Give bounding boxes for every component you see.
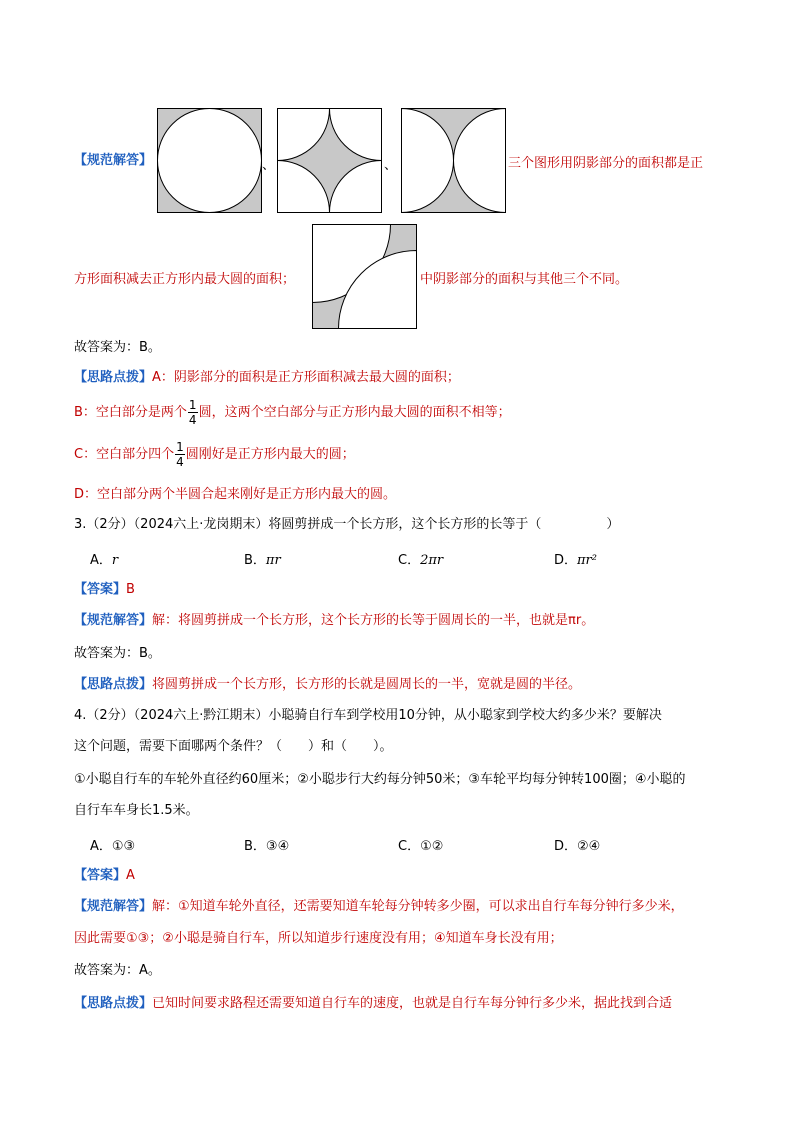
hint-text-c-post: 圆刚好是正方形内最大的圆； xyxy=(185,447,355,462)
q3-answer xyxy=(74,581,135,599)
q4-solution-2: 因此需要①③；②小聪是骑自行车，所以知道步行速度没有用；④知道车身长没有用； xyxy=(74,931,563,946)
q2-solution-line1 xyxy=(74,152,152,170)
q3-option-c xyxy=(398,549,443,568)
hint-text-c-pre: C：空白部分四个 xyxy=(74,447,175,462)
q4-solution-1 xyxy=(74,898,684,916)
option-value: r xyxy=(111,553,119,568)
frac-den: 4 xyxy=(176,455,184,469)
hint-text-b-pre: B：空白部分是两个 xyxy=(74,405,187,420)
q3-hint xyxy=(74,676,581,694)
solution-text-1: 三个图形用阴影部分的面积都是正 xyxy=(508,156,704,171)
hint-tag: 【思路点拨】 xyxy=(74,370,153,385)
figure-c xyxy=(401,108,507,214)
separator: 、 xyxy=(262,158,276,173)
q4-answer-line: 故答案为：A。 xyxy=(74,963,161,978)
solution-text: 解：①知道车轮外直径，还需要知道车轮每分钟转多少圈，可以求出自行车每分钟行多少米， xyxy=(152,899,684,914)
solution-tag: 【规范解答】 xyxy=(74,899,153,914)
frac-num: 1 xyxy=(188,398,197,412)
answer-tag: 【答案】 xyxy=(74,868,127,883)
q3-option-b xyxy=(244,549,281,568)
q4-stem-1: 4.（2分）（2024六上·黔江期末）小聪骑自行车到学校用10分钟，从小聪家到学校大约多少米？要解决 xyxy=(74,708,662,723)
answer-tag: 【答案】 xyxy=(74,582,127,597)
figure-a xyxy=(157,108,263,214)
option-label: A． xyxy=(90,553,112,568)
q4-answer xyxy=(74,867,135,885)
option-value: πr xyxy=(265,553,281,568)
option-value: 2πr xyxy=(420,553,444,568)
hint-line-b xyxy=(74,398,511,427)
answer-line: 故答案为：B。 xyxy=(74,340,161,355)
hint-text-a: A：阴影部分的面积是正方形面积减去最大圆的面积； xyxy=(152,370,460,385)
option-value: πr² xyxy=(577,553,597,568)
figure-b xyxy=(277,108,383,214)
hint-line-c xyxy=(74,440,355,469)
q4-option-c: C．①② xyxy=(398,839,444,854)
hint-text-b-post: 圆，这两个空白部分与正方形内最大圆的面积不相等； xyxy=(198,405,511,420)
option-label: B． xyxy=(244,553,266,568)
q4-option-a: A．①③ xyxy=(90,839,136,854)
q4-conditions-2: 自行车车身长1.5米。 xyxy=(74,803,199,818)
q4-conditions-1: ①小聪自行车的车轮外直径约60厘米；②小聪步行大约每分钟50米；③车轮平均每分钟转100圈；④小聪的 xyxy=(74,772,686,787)
hint-line-d: D：空白部分两个半圆合起来刚好是正方形内最大的圆。 xyxy=(74,487,397,502)
frac-den: 4 xyxy=(188,413,197,427)
option-label: C． xyxy=(398,553,421,568)
q4-option-b: B．③④ xyxy=(244,839,290,854)
q4-option-d: D．②④ xyxy=(554,839,601,854)
option-label: D． xyxy=(554,553,578,568)
q4-hint xyxy=(74,995,672,1013)
q3-option-a xyxy=(90,549,118,568)
hint-tag: 【思路点拨】 xyxy=(74,996,153,1011)
separator: 、 xyxy=(384,158,398,173)
fraction-one-quarter xyxy=(175,440,185,469)
frac-num: 1 xyxy=(176,440,184,454)
fraction-one-quarter xyxy=(188,398,198,427)
q3-option-d xyxy=(554,549,597,568)
solution-tag: 【规范解答】 xyxy=(74,153,153,168)
q3-answer-line: 故答案为：B。 xyxy=(74,646,161,661)
solution-text: 解：将圆剪拼成一个长方形，这个长方形的长等于圆周长的一半，也就是πr。 xyxy=(152,613,595,628)
hint-text: 将圆剪拼成一个长方形，长方形的长就是圆周长的一半，宽就是圆的半径。 xyxy=(152,677,582,692)
q3-solution xyxy=(74,612,594,630)
q3-stem: 3.（2分）（2024六上·龙岗期末）将圆剪拼成一个长方形，这个长方形的长等于（ ） xyxy=(74,517,620,532)
hint-line-a xyxy=(74,369,460,387)
figure-d xyxy=(312,224,418,330)
solution-tag: 【规范解答】 xyxy=(74,613,153,628)
q4-stem-2: 这个问题，需要下面哪两个条件？（ ）和（ ）。 xyxy=(74,739,393,754)
answer-value: B xyxy=(126,582,135,597)
hint-tag: 【思路点拨】 xyxy=(74,677,153,692)
solution-text-2: 方形面积减去正方形内最大圆的面积； xyxy=(74,272,296,287)
answer-value: A xyxy=(126,868,135,883)
hint-text: 已知时间要求路程还需要知道自行车的速度，也就是自行车每分钟行多少米，据此找到合适 xyxy=(152,996,673,1011)
solution-text-3: 中阴影部分的面积与其他三个不同。 xyxy=(420,272,629,287)
